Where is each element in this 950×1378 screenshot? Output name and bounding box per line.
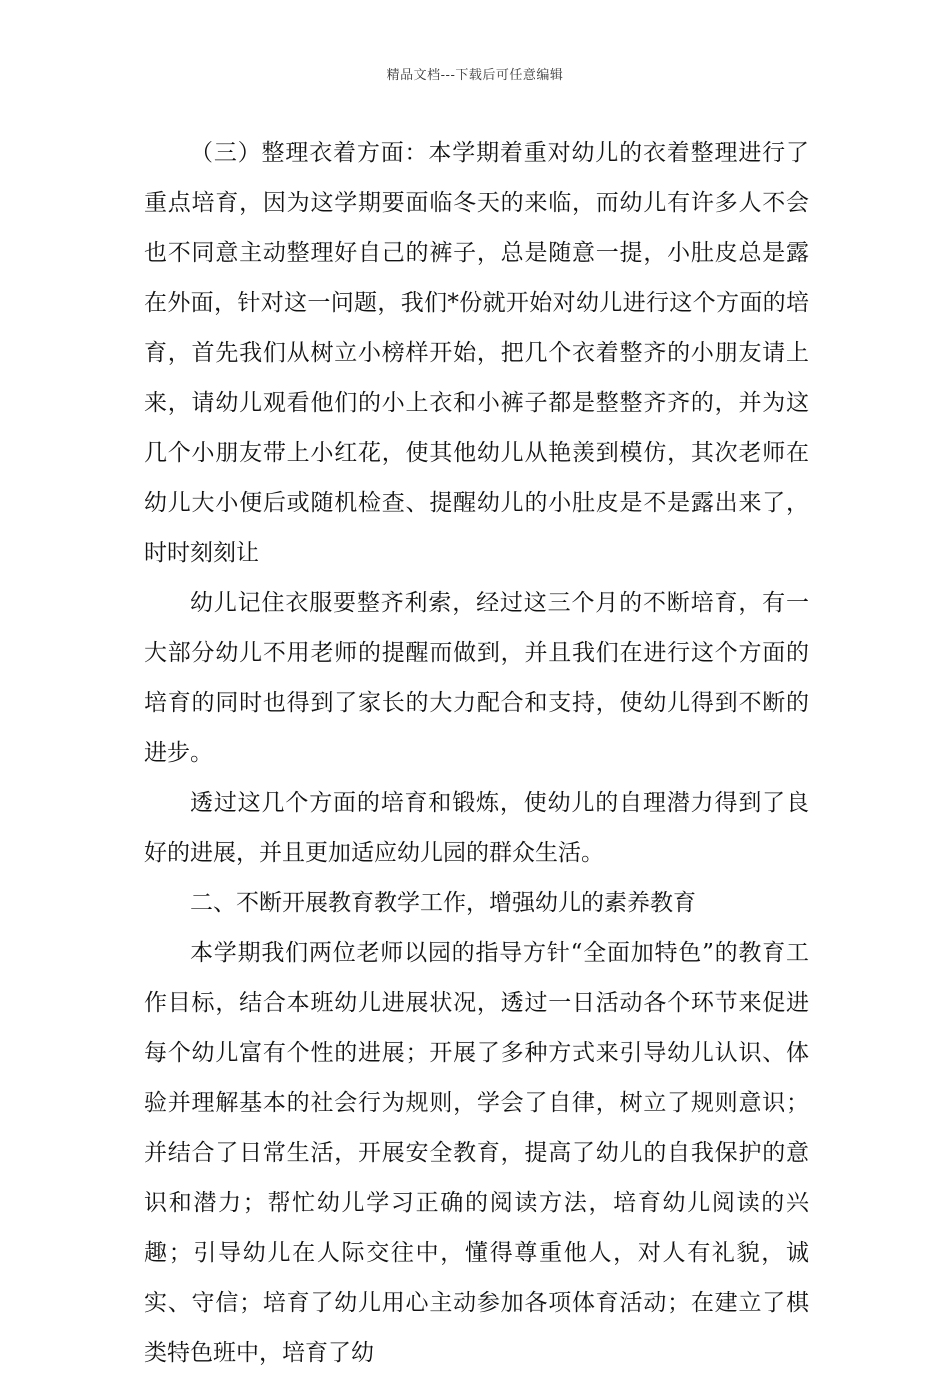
section-heading-education: 二、不断开展教育教学工作，增强幼儿的素养教育 — [190, 890, 696, 916]
paragraph-clothing-cont: 幼儿记住衣服要整齐利索，经过这三个月的不断培育，有一大部分幼儿不用老师的提醒而做到，并且我们在进行这个方面的培育的同时也得到了家长的大力配合和支持，使幼儿得到不断的进步。 — [144, 590, 809, 766]
page-header: 精品文档---下载后可任意编辑 — [386, 68, 564, 83]
paragraph-summary: 透过这几个方面的培育和锻炼，使幼儿的自理潜力得到了良好的进展，并且更加适应幼儿园的群众生活。 — [144, 790, 809, 866]
paragraph-education: 本学期我们两位老师以园的指导方针“全面加特色”的教育工作目标，结合本班幼儿进展状况，透过一日活动各个环节来促进每个幼儿富有个性的进展；开展了多种方式来引导幼儿认识、体验并理解基本的社会行为规则，学会了自律，树立了规则意识；并结合了日常生活，开展安全教育，提高了幼儿的自我保护的意识和潜力；帮忙幼儿学习正确的阅读方法，培育幼儿阅读的兴趣；引导幼儿在人际交往中，懂得尊重他人，对人有礼貌，诚实、守信；培育了幼儿用心主动参加各项体育活动；在建立了棋类特色班中，培育了幼 — [144, 940, 809, 1366]
paragraph-clothing: （三）整理衣着方面：本学期着重对幼儿的衣着整理进行了重点培育，因为这学期要面临冬天的来临，而幼儿有许多人不会也不同意主动整理好自己的裤子，总是随意一提，小肚皮总是露在外面，针对这一问题，我们*份就开始对幼儿进行这个方面的培育，首先我们从树立小榜样开始，把几个衣着整齐的小朋友请上来，请幼儿观看他们的小上衣和小裤子都是整整齐齐的，并为这几个小朋友带上小红花，使其他幼儿从艳羡到模仿，其次老师在幼儿大小便后或随机检查、提醒幼儿的小肚皮是不是露出来了，时时刻刻让 — [144, 140, 809, 566]
document-body — [144, 128, 809, 1378]
